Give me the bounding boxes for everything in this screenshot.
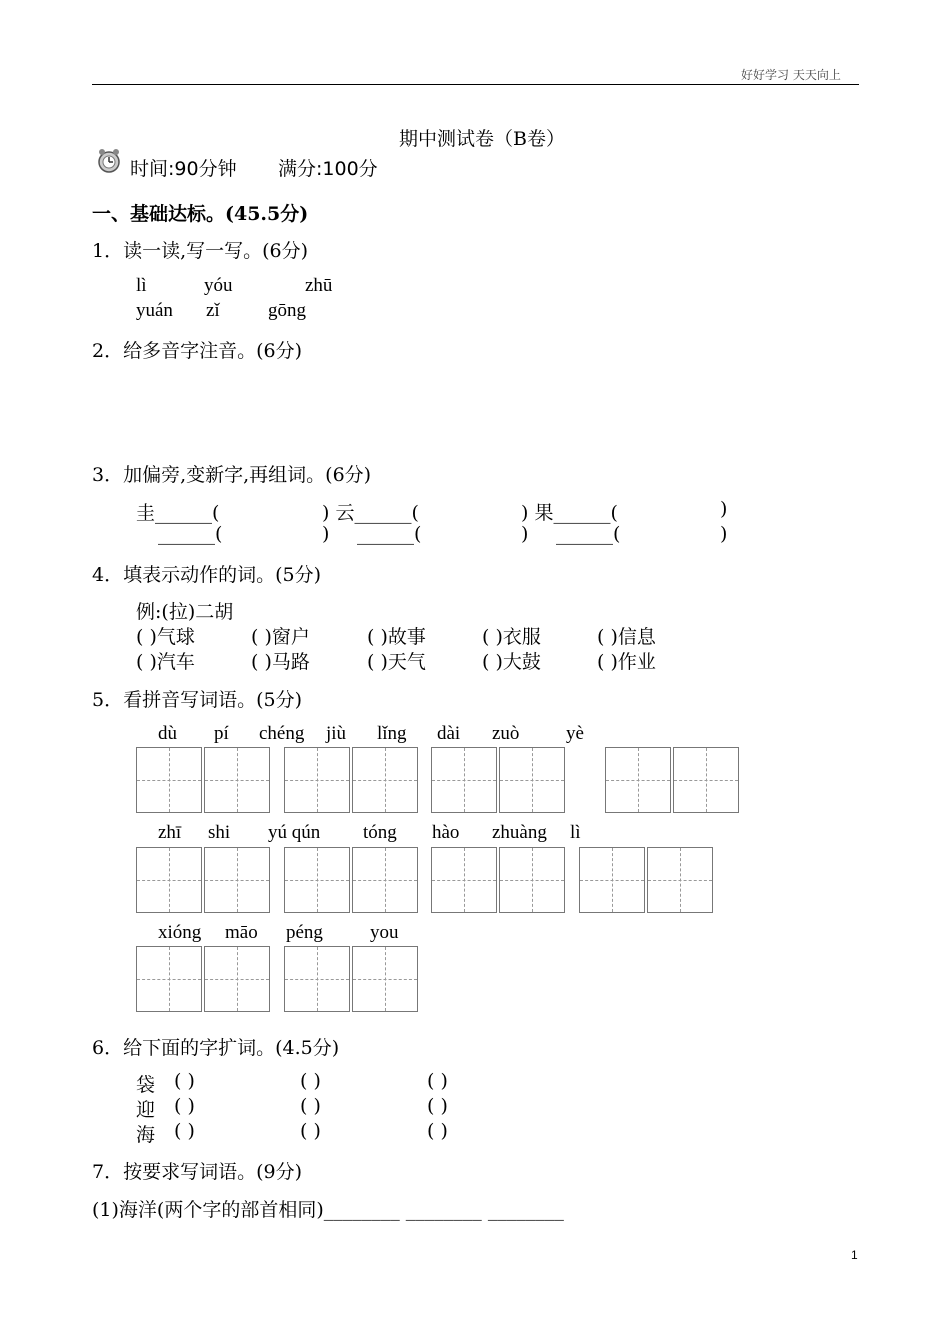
radical-blank[interactable]: ) 云______(: [322, 502, 419, 524]
verb-blank[interactable]: ( )天气: [367, 651, 426, 673]
time-limit: 时间:90分钟: [130, 158, 237, 180]
radical-blank[interactable]: ______(: [158, 523, 223, 545]
word-blank[interactable]: ( ): [427, 1070, 448, 1092]
pinyin: gōng: [268, 300, 306, 321]
header-slogan: 好好学习 天天向上: [741, 68, 841, 82]
question-4-label: 4．填表示动作的词。(5分): [92, 564, 322, 586]
question-7-item-1[interactable]: (1)海洋(两个字的部首相同)________ ________ ________: [92, 1199, 564, 1221]
pinyin: dù: [158, 723, 177, 744]
pinyin: hào: [432, 822, 460, 843]
writing-grid[interactable]: [136, 946, 270, 1012]
question-5-label: 5．看拼音写词语。(5分): [92, 689, 303, 711]
word-blank[interactable]: ( ): [427, 1095, 448, 1117]
writing-grid[interactable]: [605, 747, 739, 813]
clock-icon: [96, 148, 122, 174]
radical-blank[interactable]: ) 果______(: [521, 502, 618, 524]
pinyin: yuán: [136, 300, 173, 321]
question-6-label: 6．给下面的字扩词。(4.5分): [92, 1037, 340, 1059]
question-3-label: 3．加偏旁,变新字,再组词。(6分): [92, 464, 372, 486]
page-number: 1: [851, 1248, 858, 1262]
word-blank[interactable]: ( ): [174, 1120, 195, 1142]
word-blank[interactable]: ( ): [427, 1120, 448, 1142]
writing-grid[interactable]: [579, 847, 713, 913]
verb-blank[interactable]: ( )衣服: [482, 626, 541, 648]
radical-blank[interactable]: ______(: [357, 523, 422, 545]
radical-close: ): [521, 523, 529, 545]
pinyin: jiù: [326, 723, 347, 744]
pinyin: māo: [225, 922, 258, 943]
word-blank[interactable]: ( ): [174, 1070, 195, 1092]
writing-grid[interactable]: [431, 847, 565, 913]
verb-blank[interactable]: ( )故事: [367, 626, 426, 648]
word-blank[interactable]: ( ): [300, 1070, 321, 1092]
full-score: 满分:100分: [278, 158, 378, 180]
writing-grid[interactable]: [284, 847, 418, 913]
pinyin: zuò: [492, 723, 520, 744]
char: 袋: [136, 1074, 156, 1096]
radical-close: ): [720, 498, 728, 520]
word-blank[interactable]: ( ): [174, 1095, 195, 1117]
verb-blank[interactable]: ( )马路: [251, 651, 310, 673]
writing-grid[interactable]: [431, 747, 565, 813]
pinyin: yè: [566, 723, 584, 744]
pinyin: yú qún: [268, 822, 321, 843]
example-text: 例:(拉)二胡: [136, 601, 234, 623]
verb-blank[interactable]: ( )大鼓: [482, 651, 541, 673]
verb-blank[interactable]: ( )作业: [597, 651, 656, 673]
verb-blank[interactable]: ( )信息: [597, 626, 656, 648]
pinyin: lì: [136, 275, 147, 296]
question-2-label: 2．给多音字注音。(6分): [92, 340, 303, 362]
pinyin: you: [370, 922, 399, 943]
pinyin: shi: [208, 822, 231, 843]
pinyin: lì: [570, 822, 581, 843]
header-rule: [92, 84, 859, 85]
writing-grid[interactable]: [284, 946, 418, 1012]
pinyin: zhū: [305, 275, 333, 296]
radical-blank[interactable]: ______(: [556, 523, 621, 545]
pinyin: péng: [286, 922, 323, 943]
pinyin: pí: [214, 723, 229, 744]
pinyin: dài: [437, 723, 461, 744]
verb-blank[interactable]: ( )窗户: [251, 626, 310, 648]
writing-grid[interactable]: [136, 747, 270, 813]
pinyin: tóng: [363, 822, 397, 843]
verb-blank[interactable]: ( )汽车: [136, 651, 195, 673]
char: 海: [136, 1124, 156, 1146]
radical-blank[interactable]: 圭______(: [136, 502, 220, 524]
pinyin: zhuàng: [492, 822, 547, 843]
writing-grid[interactable]: [136, 847, 270, 913]
pinyin: lǐng: [377, 723, 407, 744]
pinyin: chéng: [259, 723, 305, 744]
verb-blank[interactable]: ( )气球: [136, 626, 195, 648]
word-blank[interactable]: ( ): [300, 1120, 321, 1142]
page-title: 期中测试卷（B卷）: [399, 128, 565, 150]
section-title: 一、基础达标。(45.5分): [92, 203, 309, 225]
word-blank[interactable]: ( ): [300, 1095, 321, 1117]
pinyin: xióng: [158, 922, 202, 943]
pinyin: zǐ: [206, 300, 220, 321]
radical-close: ): [322, 523, 330, 545]
radical-close: ): [720, 523, 728, 545]
question-7-label: 7．按要求写词语。(9分): [92, 1161, 303, 1183]
writing-grid[interactable]: [284, 747, 418, 813]
char: 迎: [136, 1099, 156, 1121]
pinyin: zhī: [158, 822, 182, 843]
question-1-label: 1．读一读,写一写。(6分): [92, 240, 309, 262]
pinyin: yóu: [204, 275, 233, 296]
